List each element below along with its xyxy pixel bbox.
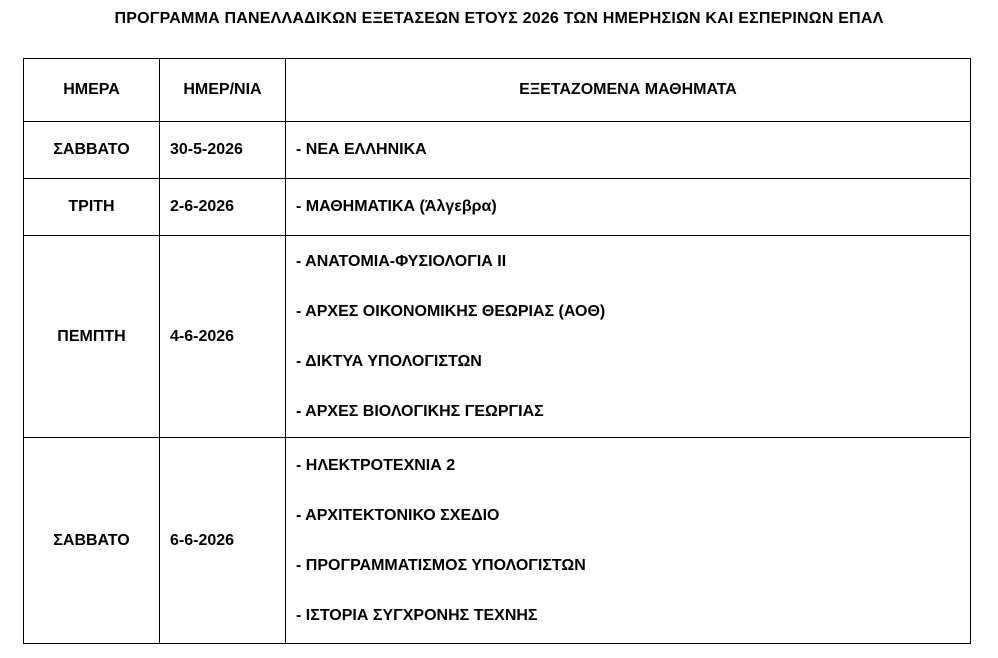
table-row [24, 236, 971, 438]
date-cell: 6-6-2026 [160, 438, 286, 644]
subject-item: - ΑΡΧΕΣ ΟΙΚΟΝΟΜΙΚΗΣ ΘΕΩΡΙΑΣ (ΑΟΘ) [296, 302, 606, 320]
subjects-cell [286, 438, 971, 644]
subject-item: - ΑΡΧΕΣ ΒΙΟΛΟΓΙΚΗΣ ΓΕΩΡΓΙΑΣ [296, 402, 544, 420]
subject-item: - ΑΡΧΙΤΕΚΤΟΝΙΚΟ ΣΧΕΔΙΟ [296, 506, 500, 524]
header-day: ΗΜΕΡΑ [24, 59, 160, 122]
header-subjects: ΕΞΕΤΑΖΟΜΕΝΑ ΜΑΘΗΜΑΤΑ [286, 59, 971, 122]
table-header-row [24, 59, 971, 122]
day-cell: ΤΡΙΤΗ [24, 179, 160, 236]
subject-list [296, 237, 970, 437]
page-title: ΠΡΟΓΡΑΜΜΑ ΠΑΝΕΛΛΑΔΙΚΩΝ ΕΞΕΤΑΣΕΩΝ ΕΤΟΥΣ 2026 ΤΩΝ ΗΜΕΡΗΣΙΩΝ ΚΑΙ ΕΣΠΕΡΙΝΩΝ ΕΠΑΛ [114, 10, 884, 27]
subject-item: - ΔΙΚΤΥΑ ΥΠΟΛΟΓΙΣΤΩΝ [296, 352, 482, 370]
table-row [24, 122, 971, 179]
subject-item: - ΗΛΕΚΤΡΟΤΕΧΝΙΑ 2 [296, 456, 456, 474]
date-cell: 4-6-2026 [160, 236, 286, 438]
date-cell: 30-5-2026 [160, 122, 286, 179]
subject-item: - ΝΕΑ ΕΛΛΗΝΙΚΑ [296, 141, 427, 158]
subject-item: - ΑΝΑΤΟΜΙΑ-ΦΥΣΙΟΛΟΓΙΑ ΙΙ [296, 252, 507, 270]
date-cell: 2-6-2026 [160, 179, 286, 236]
day-cell: ΠΕΜΠΤΗ [24, 236, 160, 438]
day-cell: ΣΑΒΒΑΤΟ [24, 122, 160, 179]
subjects-cell [286, 122, 971, 179]
table-row [24, 179, 971, 236]
header-date: ΗΜΕΡ/ΝΙΑ [160, 59, 286, 122]
subject-item: - ΙΣΤΟΡΙΑ ΣΥΓΧΡΟΝΗΣ ΤΕΧΝΗΣ [296, 606, 538, 624]
subjects-cell [286, 236, 971, 438]
subject-list [296, 441, 970, 641]
subjects-cell [286, 179, 971, 236]
subject-item: - ΠΡΟΓΡΑΜΜΑΤΙΣΜΟΣ ΥΠΟΛΟΓΙΣΤΩΝ [296, 556, 586, 574]
subject-item: - ΜΑΘΗΜΑΤΙΚΑ (Άλγεβρα) [296, 198, 497, 215]
table-row [24, 438, 971, 644]
exam-schedule-table [23, 58, 971, 644]
day-cell: ΣΑΒΒΑΤΟ [24, 438, 160, 644]
